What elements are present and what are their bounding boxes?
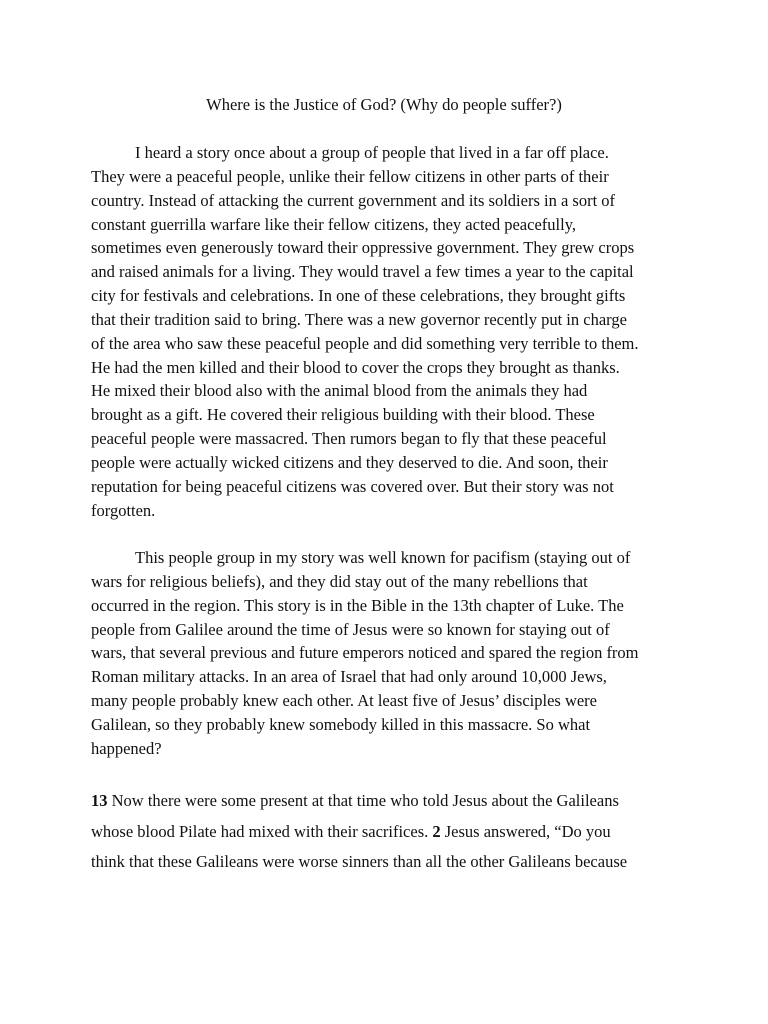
scripture-text: think that these Galileans were worse sinners than all the other Galileans because [91, 852, 628, 871]
verse-number: 13 [91, 791, 108, 810]
text-line: people were actually wicked citizens and they deserved to die. And soon, their [91, 452, 608, 472]
scripture-text: Now there were some present at that time who told Jesus about the Galileans [107, 791, 619, 810]
text-line: constant guerrilla warfare like their fellow citizens, they acted peacefully, [91, 214, 576, 234]
text-line: people from Galilee around the time of Jesus were so known for staying out of [91, 619, 610, 639]
text-line: brought as a gift. He covered their religious building with their blood. These [91, 405, 595, 425]
text-line: peaceful people were massacred. Then rumors began to fly that these peaceful [91, 429, 607, 449]
text-line: that their tradition said to bring. There was a new governor recently put in charge [91, 309, 627, 329]
scripture-text: Jesus answered, “Do you [440, 821, 611, 841]
text-line: and raised animals for a living. They would travel a few times a year to the capital [91, 262, 634, 282]
text-line: wars for religious beliefs), and they did stay out of the many rebellions that [91, 571, 588, 591]
text-line: Galilean, so they probably knew somebody killed in this massacre. So what [91, 714, 591, 734]
paragraph-1 [91, 141, 691, 523]
scripture-line [91, 786, 691, 817]
text-line: country. Instead of attacking the current government and its soldiers in a sort of [91, 190, 616, 210]
text-line: This people group in my story was well known for pacifism (staying out of [135, 548, 631, 567]
text-line: city for festivals and celebrations. In one of these celebrations, they brought gifts [91, 286, 626, 306]
text-line: reputation for being peaceful citizens was covered over. But their story was not [91, 476, 614, 496]
paragraph-2 [91, 546, 691, 761]
document-title: Where is the Justice of God? (Why do people suffer?) [206, 95, 562, 114]
text-line: I heard a story once about a group of people that lived in a far off place. [135, 143, 609, 162]
scripture-line [91, 817, 691, 848]
scripture-quote [91, 786, 691, 878]
text-line: occurred in the region. This story is in the Bible in the 13th chapter of Luke. The [91, 595, 624, 615]
text-line: many people probably knew each other. At least five of Jesus’ disciples were [91, 691, 597, 711]
verse-number: 2 [432, 821, 441, 841]
text-line: wars, that several previous and future emperors noticed and spared the region from [91, 643, 639, 663]
scripture-line [91, 847, 691, 878]
text-line: sometimes even generously toward their oppressive government. They grew crops [91, 238, 635, 258]
text-line: He had the men killed and their blood to cover the crops they brought as thanks. [91, 357, 620, 377]
text-line: Roman military attacks. In an area of Israel that had only around 10,000 Jews, [91, 667, 607, 687]
scripture-text: whose blood Pilate had mixed with their sacrifices. [91, 821, 433, 841]
text-line: forgotten. [91, 500, 156, 520]
text-line: He mixed their blood also with the animal blood from the animals they had [91, 381, 588, 401]
text-line: happened? [91, 738, 162, 758]
text-line: of the area who saw these peaceful people and did something very terrible to them. [91, 333, 639, 353]
text-line: They were a peaceful people, unlike their fellow citizens in other parts of their [91, 166, 609, 186]
